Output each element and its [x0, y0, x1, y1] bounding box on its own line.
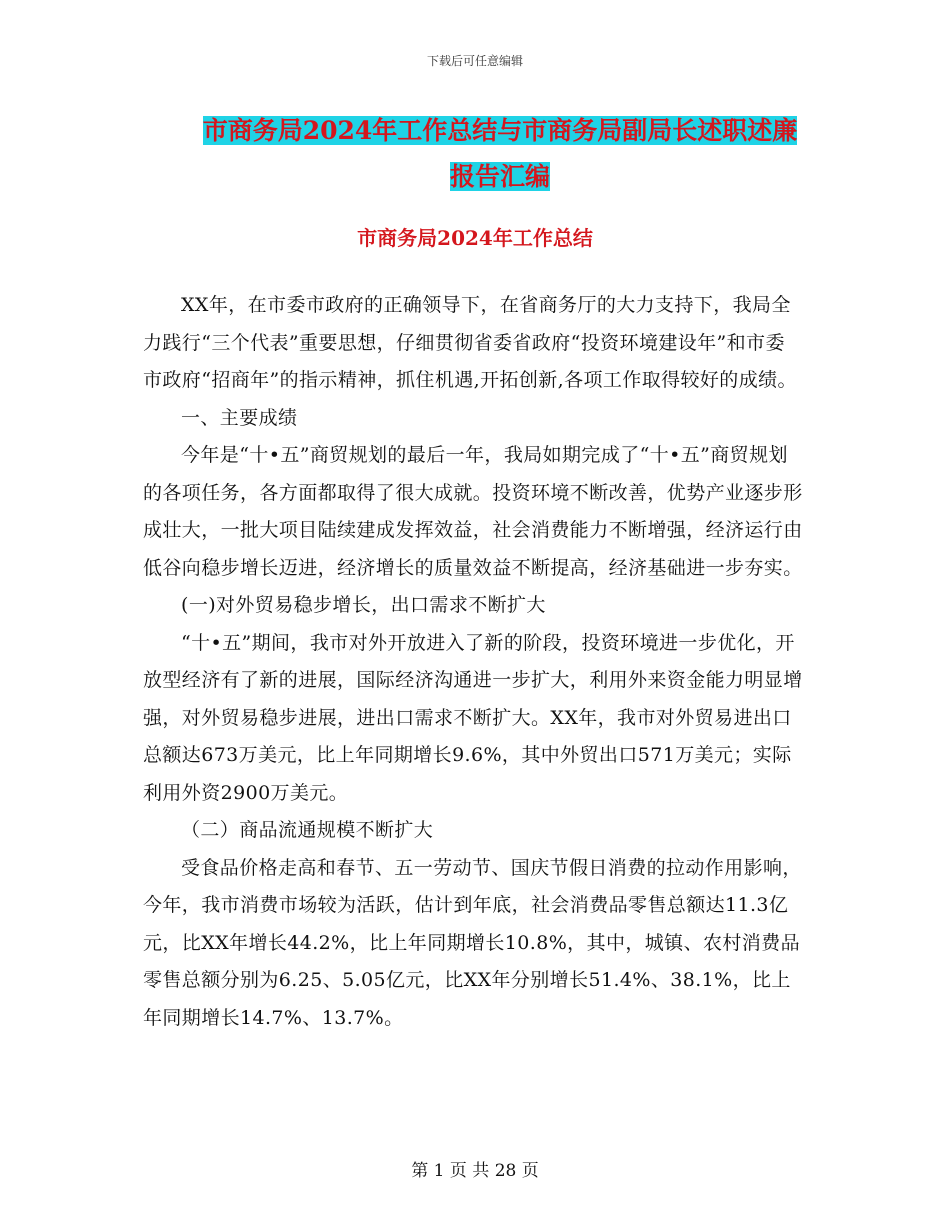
- subheading-foreign-trade: (一)对外贸易稳步增长，出口需求不断扩大: [181, 594, 546, 616]
- section-title: 市商务局2024年工作总结: [357, 226, 593, 250]
- page-footer: 第 1 页 共 28 页: [411, 1161, 539, 1181]
- paragraph-commodity-circulation: 受食品价格走高和春节、五一劳动节、国庆节假日消费的拉动作用影响，今年，我市消费市场较为活跃，估计到年底，社会消费品零售总额达11.3亿元，比XX年增长44.2%，比上年同期增长10.8%，其中，城镇、农村消费品零售总额分别为6.25、5.05亿元，比XX年分别增长51.4%、38.1%，比上年同期增长14.7%、13.7%。: [143, 856, 802, 1029]
- document-title-line-1: 市商务局2024年工作总结与市商务局副局长述职述廉: [202, 116, 798, 145]
- page-header-note: 下载后可任意编辑: [426, 54, 523, 68]
- paragraph-achievements: 今年是“十•五”商贸规划的最后一年，我局如期完成了“十•五”商贸规划的各项任务，各方面都取得了很大成就。投资环境不断改善，优势产业逐步形成壮大，一批大项目陆续建成发挥效益，社会消费能力不断增强，经济运行由低谷向稳步增长迈进，经济增长的质量效益不断提高，经济基础进一步夯实。: [143, 444, 803, 579]
- subheading-commodity-circulation: （二）商品流通规模不断扩大: [181, 819, 434, 841]
- paragraph-intro: XX年，在市委市政府的正确领导下，在省商务厅的大力支持下，我局全力践行“三个代表”重要思想，仔细贯彻省委省政府“投资环境建设年”和市委市政府“招商年”的指示精神，抓住机遇,开拓创新,各项工作取得较好的成绩。: [143, 294, 797, 391]
- document-body: [143, 287, 803, 1037]
- paragraph-foreign-trade: “十•五”期间，我市对外开放进入了新的阶段，投资环境进一步优化，开放型经济有了新的进展，国际经济沟通进一步扩大，利用外来资金能力明显增强，对外贸易稳步进展，进出口需求不断扩大。XX年，我市对外贸易进出口总额达673万美元，比上年同期增长9.6%，其中外贸出口571万美元；实际利用外资2900万美元。: [143, 631, 803, 804]
- document-title-line-2: 报告汇编: [449, 162, 550, 191]
- heading-main-achievements: 一、主要成绩: [181, 406, 298, 429]
- document-title: [140, 108, 860, 200]
